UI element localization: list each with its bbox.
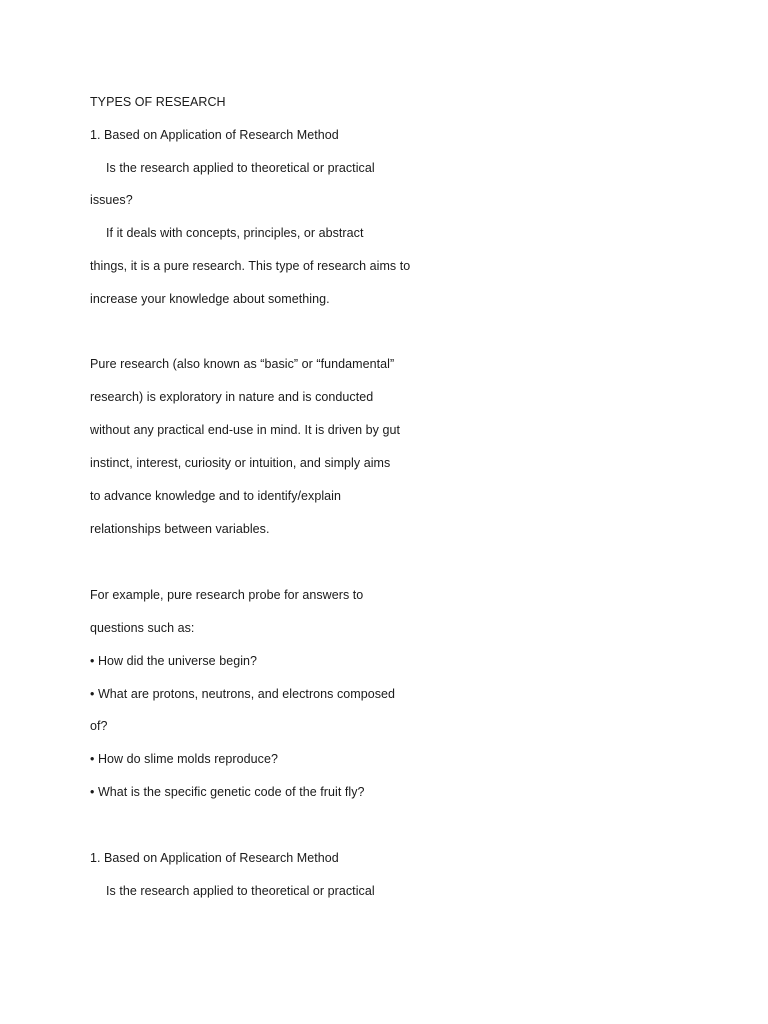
paragraph-line: research) is exploratory in nature and is conducted (90, 390, 374, 404)
paragraph-line: increase your knowledge about something. (90, 292, 330, 306)
paragraph-line: things, it is a pure research. This type of research aims to (90, 259, 411, 273)
paragraph-line: to advance knowledge and to identify/explain (90, 489, 341, 503)
bullet-item: • What is the specific genetic code of the fruit fly? (90, 785, 365, 799)
paragraph-line: questions such as: (90, 621, 195, 635)
bullet-item-continuation: of? (90, 719, 108, 733)
document-title: TYPES OF RESEARCH (90, 95, 226, 109)
paragraph-line: relationships between variables. (90, 522, 270, 536)
paragraph-line: Is the research applied to theoretical or practical (106, 161, 375, 175)
bullet-item: • How did the universe begin? (90, 654, 258, 668)
paragraph-line: Is the research applied to theoretical or practical (106, 884, 375, 898)
paragraph-line: issues? (90, 193, 133, 207)
bullet-item: • How do slime molds reproduce? (90, 752, 278, 766)
paragraph-line: instinct, interest, curiosity or intuition, and simply aims (90, 456, 391, 470)
section-heading: 1. Based on Application of Research Method (90, 128, 339, 142)
paragraph-line: Pure research (also known as “basic” or “fundamental” (90, 357, 395, 371)
paragraph-line: without any practical end-use in mind. It is driven by gut (90, 423, 400, 437)
paragraph-line: If it deals with concepts, principles, or abstract (106, 226, 364, 240)
bullet-item: • What are protons, neutrons, and electrons composed (90, 687, 396, 701)
paragraph-line: For example, pure research probe for answers to (90, 588, 364, 602)
section-heading: 1. Based on Application of Research Method (90, 851, 339, 865)
